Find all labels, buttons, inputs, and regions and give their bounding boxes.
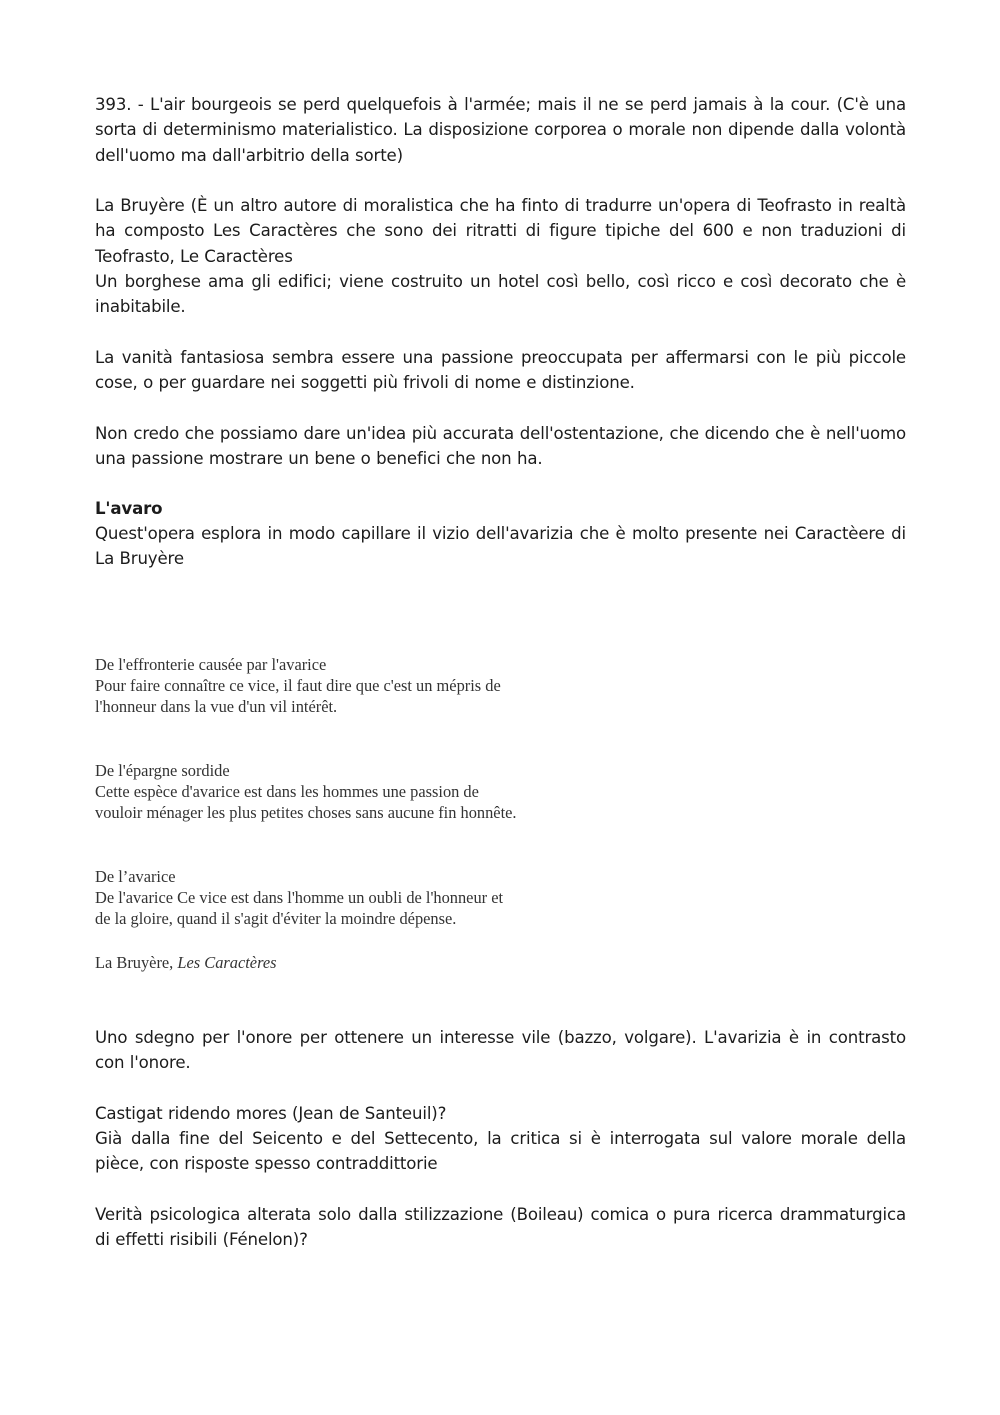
quote-line: Cette espèce d'avarice est dans les hommes une passion de xyxy=(95,782,479,801)
paragraph-verita: Verità psicologica alterata solo dalla stilizzazione (Boileau) comica o pura ricerca drammaturgica di effetti risibili (Fénelon)? xyxy=(95,1205,906,1250)
paragraph-vanita: La vanità fantasiosa sembra essere una passione preoccupata per affermarsi con le più piccole cose, o per guardare nei soggetti più frivoli di nome e distinzione. xyxy=(95,348,906,393)
quote-title: De l'épargne sordide xyxy=(95,761,230,780)
quote-avarice xyxy=(95,866,615,929)
quote-epargne xyxy=(95,760,615,823)
quote-attribution xyxy=(95,952,615,973)
quote-line: vouloir ménager les plus petites choses sans aucune fin honnête. xyxy=(95,803,517,822)
attribution-author: La Bruyère, xyxy=(95,953,174,972)
paragraph-critica: Già dalla fine del Seicento e del Settecento, la critica si è interrogata sul valore morale della pièce, con risposte spesso contraddittorie xyxy=(95,1129,906,1174)
quote-effronterie xyxy=(95,654,615,717)
paragraph-la-bruyere-intro: La Bruyère (È un altro autore di moralistica che ha finto di tradurre un'opera di Teofrasto in realtà ha composto Les Caractères che sono dei ritratti di figure tipiche del 600 e non traduzioni di Teofrasto, Le Caractères xyxy=(95,196,906,266)
paragraph-sdegno: Uno sdegno per l'onore per ottenere un interesse vile (bazzo, volgare). L'avarizia è in contrasto con l'onore. xyxy=(95,1028,906,1073)
quote-title: De l'effronterie causée par l'avarice xyxy=(95,655,327,674)
section-heading-avaro: L'avaro xyxy=(95,499,163,518)
paragraph-avaro-intro: Quest'opera esplora in modo capillare il vizio dell'avarizia che è molto presente nei Caractèere di La Bruyère xyxy=(95,524,906,569)
attribution-work: Les Caractères xyxy=(177,953,277,972)
quote-line: de la gloire, quand il s'agit d'éviter la moindre dépense. xyxy=(95,909,457,928)
paragraph-borghese: Un borghese ama gli edifici; viene costruito un hotel così bello, così ricco e così decorato che è inabitabile. xyxy=(95,272,906,317)
paragraph-castigat: Castigat ridendo mores (Jean de Santeuil)? xyxy=(95,1104,447,1123)
quote-line: De l'avarice Ce vice est dans l'homme un oubli de l'honneur et xyxy=(95,888,504,907)
quote-title: De l’avarice xyxy=(95,867,176,886)
quote-line: l'honneur dans la vue d'un vil intérêt. xyxy=(95,697,338,716)
quote-line: Pour faire connaître ce vice, il faut dire que c'est un mépris de xyxy=(95,676,501,695)
paragraph-393: 393. - L'air bourgeois se perd quelquefois à l'armée; mais il ne se perd jamais à la cour. (C'è una sorta di determinismo materialistico. La disposizione corporea o morale non dipende dalla volontà dell'uomo ma dall'arbitrio della sorte) xyxy=(95,95,906,165)
paragraph-ostentazione: Non credo che possiamo dare un'idea più accurata dell'ostentazione, che dicendo che è nell'uomo una passione mostrare un bene o benefici che non ha. xyxy=(95,424,906,469)
